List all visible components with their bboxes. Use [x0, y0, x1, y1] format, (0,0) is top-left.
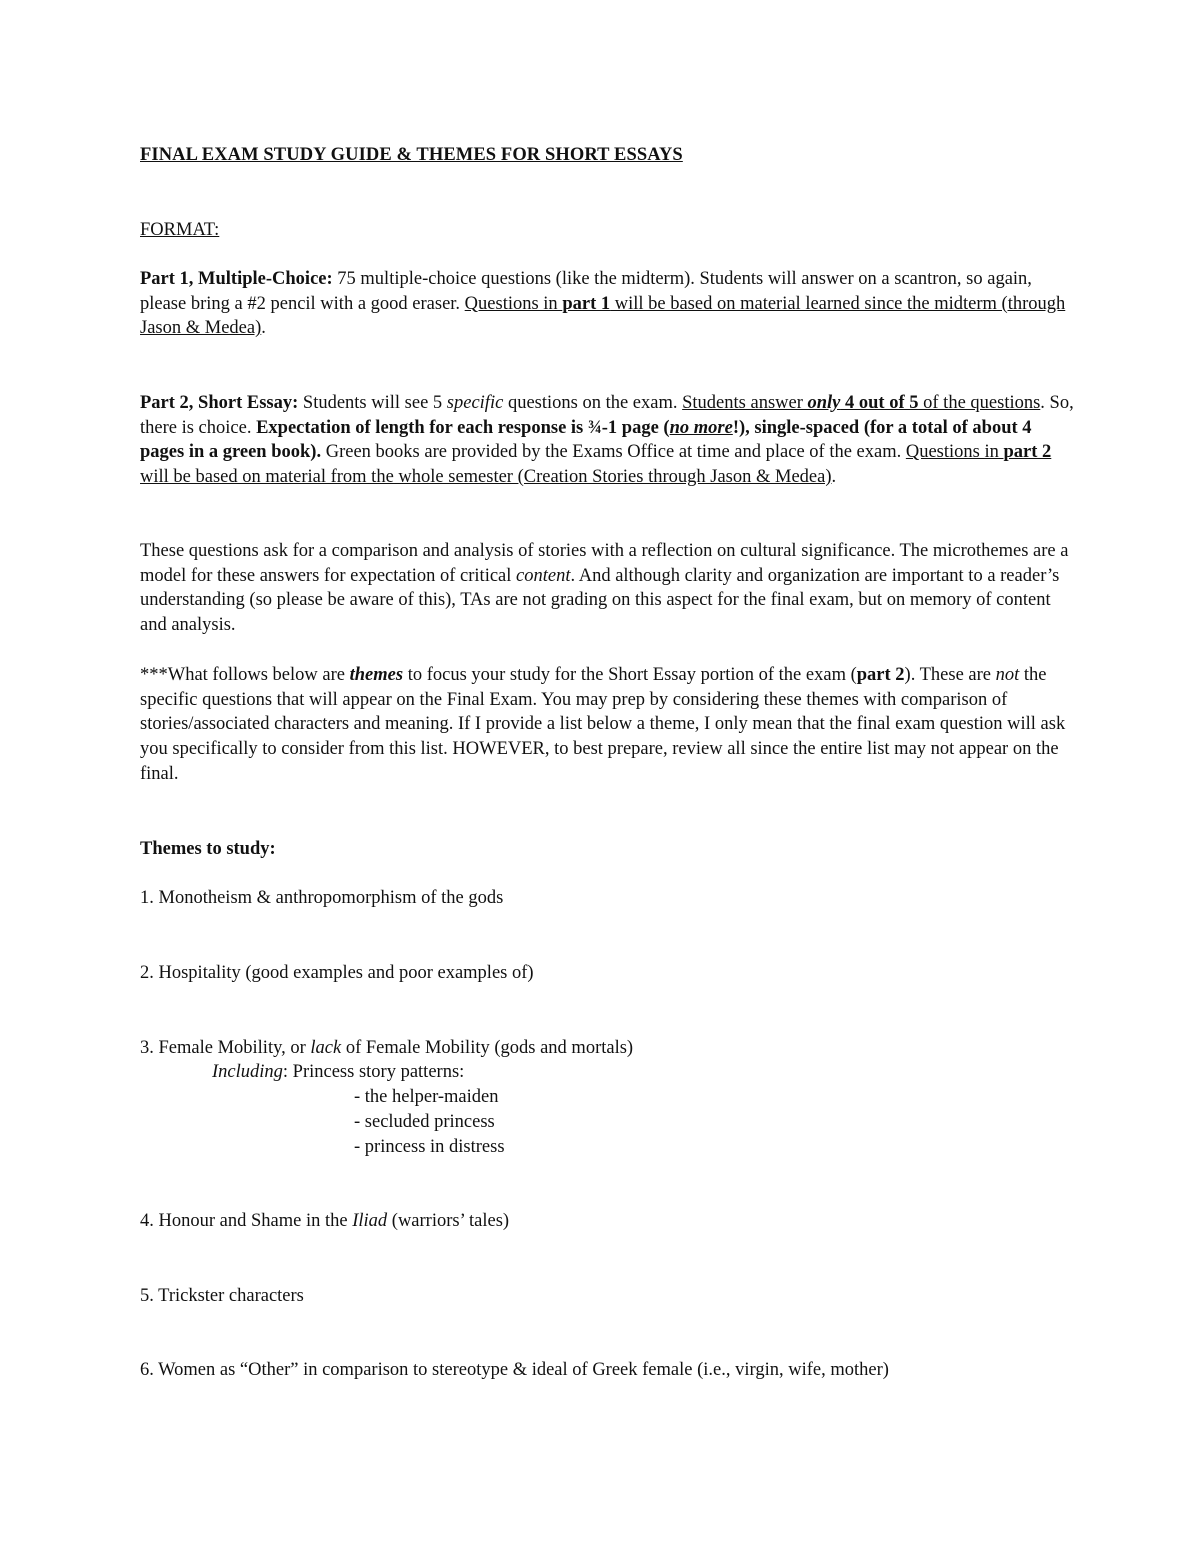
para4-b: to focus your study for the Short Essay portion of the exam ( — [403, 665, 857, 685]
para3-b: . And although clarity and organization are important to a reader’s understanding (so please be aware of this), TAs are not grading on this aspect for the final exam, but on memory of content and analysis. — [140, 565, 1060, 636]
theme3-lack: lack — [310, 1038, 342, 1058]
part1-underlined-b: will be based on material learned since the midterm (through Jason & Medea) — [140, 293, 1066, 339]
para4-themes: themes — [349, 665, 404, 685]
theme4-b: (warriors’ tales) — [387, 1211, 510, 1231]
part2-specific: specific — [446, 393, 504, 413]
theme-item-5: 5. Trickster characters — [140, 1286, 304, 1306]
theme-item-3 — [140, 1036, 1080, 1061]
analysis-paragraph — [140, 539, 1080, 638]
theme-item-1: 1. Monotheism & anthropomorphism of the gods — [140, 888, 504, 908]
part2-text-c: . So, there is choice. — [140, 393, 1074, 438]
theme3-including-rest: : Princess story patterns: — [282, 1062, 465, 1082]
para3-a: These questions ask for a comparison and analysis of stories with a reflection on cultural significance. The microthemes are a model for these answers for expectation of critical — [140, 541, 1069, 586]
part2-u2: of the questions — [918, 393, 1041, 413]
part1-underlined-a: Questions in — [464, 293, 563, 314]
format-label: FORMAT: — [140, 220, 220, 240]
part2-paragraph — [140, 391, 1080, 490]
para4-d: the specific questions that will appear on the Final Exam. You may prep by considering these themes with comparison of stories/associated characters and meaning. If I provide a list below a theme, I only mean that the final exam question will ask you specifically to consider from this list. HOWEVER, to best prepare, review all since the entire list may not appear on the final. — [140, 665, 1066, 784]
part2-lead: Part 2, Short Essay: — [140, 393, 299, 413]
part2-u3: Questions in — [905, 442, 1004, 463]
part2-text-a: Students will see 5 — [298, 393, 447, 413]
theme-3-subitem-2: - secluded princess — [354, 1112, 495, 1132]
theme3-b: of Female Mobility (gods and mortals) — [341, 1038, 634, 1058]
theme4-iliad: Iliad — [352, 1211, 388, 1231]
part2-u1: Students answer — [682, 393, 808, 413]
part2-u4: will be based on material from the whole semester (Creation Stories through Jason & Medea) — [140, 467, 832, 488]
document-title: FINAL EXAM STUDY GUIDE & THEMES FOR SHORT ESSAYS — [140, 145, 683, 165]
theme3-a: 3. Female Mobility, or — [140, 1038, 311, 1058]
themes-heading: Themes to study: — [140, 839, 276, 859]
part2-b1: Expectation of length for each response is ¾-1 page ( — [256, 417, 670, 438]
part2-part2-bold: part 2 — [1003, 442, 1052, 463]
part2-four-of-five: 4 out of 5 — [840, 393, 919, 413]
theme-3-including — [212, 1060, 464, 1085]
part1-end: . — [261, 318, 266, 339]
para4-not: not — [995, 665, 1020, 685]
part2-text-b: questions on the exam. — [503, 393, 683, 413]
para4-part2: part 2 — [856, 665, 905, 685]
theme-item-6: 6. Women as “Other” in comparison to stereotype & ideal of Greek female (i.e., virgin, wife, mother) — [140, 1360, 889, 1380]
themes-intro-paragraph — [140, 663, 1080, 787]
theme-item-4 — [140, 1209, 1080, 1234]
part2-only: only — [807, 393, 841, 413]
part1-text: 75 multiple-choice questions (like the midterm). Students will answer on a scantron, so again, please bring a #2 pencil with a good eraser. — [140, 269, 1032, 314]
para4-c: ). These are — [904, 665, 996, 685]
theme4-a: 4. Honour and Shame in the — [140, 1211, 353, 1231]
part2-text-d: Green books are provided by the Exams Office at time and place of the exam. — [321, 442, 906, 463]
para4-a: ***What follows below are — [140, 665, 350, 685]
para3-content: content — [516, 565, 571, 586]
theme3-including-label: Including — [212, 1062, 283, 1082]
part1-lead: Part 1, Multiple-Choice: — [140, 269, 333, 289]
theme-3-subitem-1: - the helper-maiden — [354, 1087, 499, 1107]
part2-underlined-choice — [682, 393, 1040, 413]
theme-item-2: 2. Hospitality (good examples and poor examples of) — [140, 963, 534, 983]
part2-no-more: no more — [669, 417, 733, 438]
part1-underlined-bold: part 1 — [562, 293, 611, 314]
part2-end: . — [831, 467, 837, 488]
part2-b2: !), single-spaced (for a total of about 4 pages in a green book). — [140, 417, 1032, 463]
part1-paragraph — [140, 267, 1080, 341]
theme-3-subitem-3: - princess in distress — [354, 1137, 505, 1157]
